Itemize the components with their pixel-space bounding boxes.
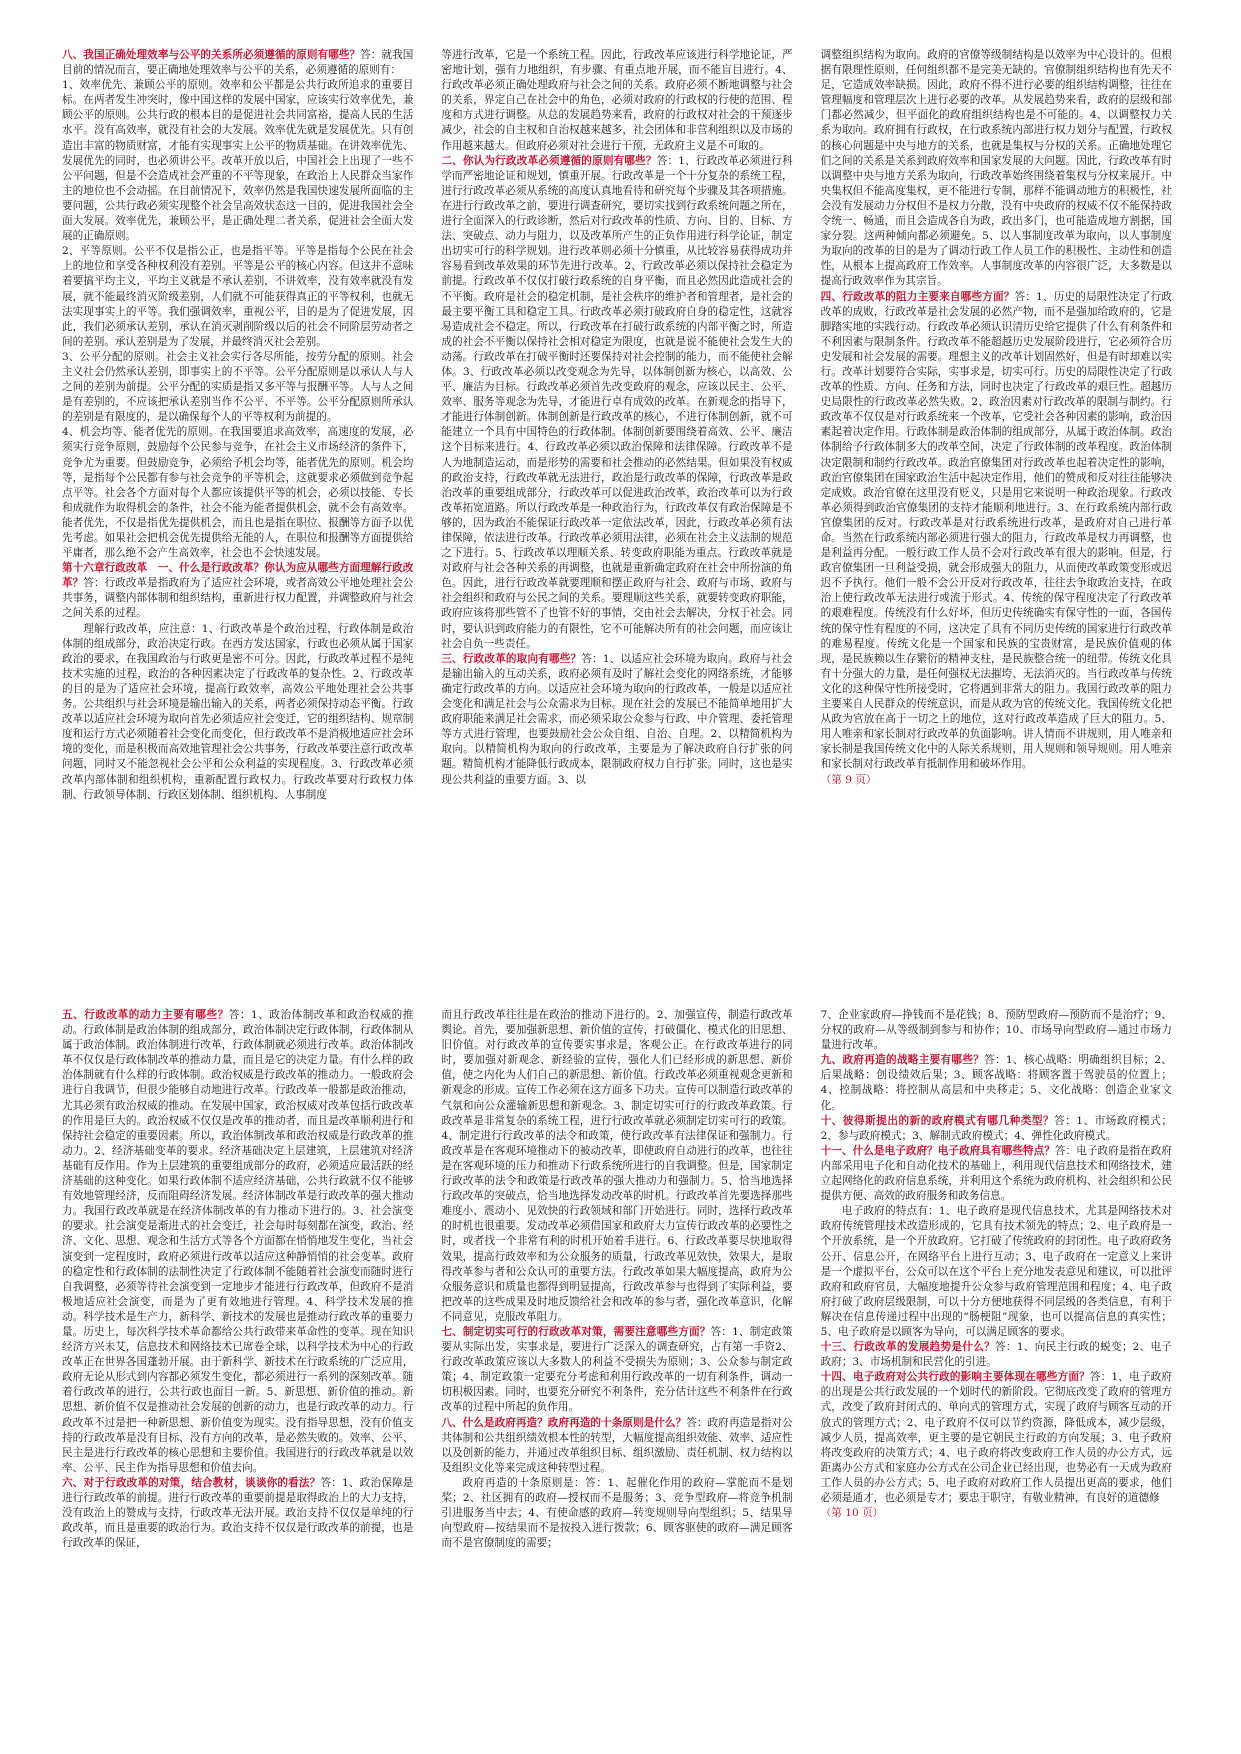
paragraph [62,561,413,621]
paragraph [441,1416,792,1476]
page-number: （第 10 页） [820,1507,884,1520]
paragraph-text: 调整组织结构为取向。政府的官僚等级制结构是以效率为中心设计的。但根据有限理性原则，任何组织都不是完美无缺的。官僚制组织结构也有先天不足，它造成效率缺损。因此，政府不得不进行必要的组织结构调整，往往在管理幅度和管理层次上进行必要的改革。从发展趋势来看，政府的层级和部门都必然减少，但平面化的政府组织结构也是不可能的。4、以调整权力关系为取向。政府拥有行政权，在行政系统内部进行权力划分与配置，行政权的核心问题是中央与地方的关系，也就是集权与分权的关系。正确地处理它们之间的关系是关系到政府效率和国家发展的大问题。因此，行政改革有时以调整中央与地方关系为取向，行政改革始终围绕着集权与分权来展开。中央集权但不能高度集权，更不能进行专制，那样不能调动地方的积极性，社会没有发展动力分权但不是权力分散，没有中央政府的权威不仅不能保持政令统一、畅通，而且会造成各自为政，政出多门，也可能造成地方割据，国家分裂。这两种倾向都必须避免。5、以人事制度改革为取向，以人事制度为取向的改革的目的是为了调动行政工作人员工作的积极性、主动性和创造性，从根本上提高政府工作效率。人事制度改革的内容很广泛，大多数是以提高行政效率作为其宗旨。 [820,49,1172,288]
paragraph-text: 2、平等原则。公平不仅是指公正，也是指平等。平等是指每个公民在社会上的地位和享受各种权利没有差别。平等是公平的核心内容。但这并不意味着要搞平均主义，平均主义就是不承认差别，不讲效率，没有效率就没有发展，就不能最终消灭阶级差别，人们就不可能获得真正的平等权利，也就无法实现事实上的平等。我们强调效率，重视公平，目的是为了促进发展，因此，我们必须承认差别，承认在消灭剥削阶级以后的社会不同阶层劳动者之间的差别。承认差别是为了发展，并最终消灭社会差别。 [62,245,414,348]
question-heading: 五、行政改革的动力主要有哪些？ [62,1009,229,1021]
paragraph-text: 答：1、市场政府模式；2、参与政府模式；3、解制式政府模式；4、弹性化政府模式。 [820,1114,1172,1142]
question-heading: 九、政府再造的战略主要有哪些？ [820,1054,985,1067]
paragraph-text: 答：1、以适应社会环境为取向。政府与社会是输出输入的互动关系，政府必须有及时了解社会变化的网络系统，才能够确定行政改革的方向。以适应社会环境为取向的行政改革，一般是以适应社会变化和满足社会与公众需求为目标。现在社会的发展已不能简单地用扩大政府职能来满足社会需求，而必须采取公众参与行政、中介管理、委托管理等方式进行管理，也要鼓励社会公众自组、自治、自理。2、以精简机构为取向。以精简机构为取向的行政改革，主要是为了解决政府自行扩张的问题。精简机构才能降低行政成本，限制政府权力自行扩张。同时，这也是实现公共利益的重要方面。3、以 [441,652,793,786]
paragraph [62,1476,413,1551]
paragraph [62,622,413,803]
paragraph [821,1144,1172,1204]
paragraph [821,1114,1172,1144]
paragraph [62,425,413,561]
paragraph [821,290,1172,773]
question-heading: 六、对于行政改革的对策，结合教材，谈谈你的看法？ [62,1476,321,1489]
bottom-column-3 [821,1008,1172,1728]
paragraph [62,244,413,350]
paragraph-text: 4、机会均等、能者优先的原则。在我国要追求高效率，高速度的发展，必须实行竞争原则，鼓励每个公民参与竞争，在社会主义市场经济的条件下，竞争尤为重要。但鼓励竞争，必须给予机会均等，能者优先的原则。机会均等，是指每个公民都有参与社会竞争的平等机会，这就要求必须做到竞争起点平等。社会各个方面对每个人都应该提供平等的机会，必须以技能、专长和成就作为取得机会的条件，社会不能为能者提供机会，就不会有高效率。能者优先，不仅是指优先提供机会，而且也是指在职位、报酬等方面予以优先考虑。如果社会把机会优先提供给无能的人，在职位和报酬等方面提供给平庸者，那么绝不会产生高效率，社会也不会快速发展。 [62,426,414,560]
paragraph-text: 电子政府的特点有：1、电子政府是现代信息技术，尤其是网络技术对政府传统管理技术改造形成的，它具有技术领先的特点；2、电子政府是一个开放系统，是一个开放政府。它打破了传统政府的封闭性。电子政府政务公开、信息公开，在网络平台上进行互动；3、电子政府在一定意义上来讲是一个虚拟平台，公众可以在这个平台上充分地发表意见和建议，可以批评政府和政府官员，大幅度地提升公众参与政府管理范围和程度；4、电子政府打破了政府层级限制，可以十分方便地获得不同层级的各类信息，有利于解决在信息传递过程中出现的“肠梗阻”现象，也可以提高信息的真实性；5、电子政府是以顾客为导向，可以满足顾客的要求。 [820,1205,1172,1338]
paragraph-text: 答：政府再造是指对公共体制和公共组织绩效根本性的转型，大幅度提高组织效能、效率、适应性以及创新的能力，并通过改革组织目标、组织激励、责任机制、权力结构以及组织文化等来完成这种转型过程。 [441,1416,793,1474]
question-heading: 十四、电子政府对公共行政的影响主要体现在哪些方面？ [820,1371,1090,1384]
question-heading: 二、你认为行政改革必须遵循的原则有哪些？ [441,154,657,167]
paragraph [821,1008,1172,1053]
paragraph [441,48,792,154]
paragraph [441,1325,792,1416]
paragraph [62,350,413,425]
paragraph-text: 答：1、行政改革必须进行科学而严密地论证和规划，慎重开展。行政改革是一个十分复杂的系统工程，进行行政改革必须从系统的高度认真地看待和研究每个步骤及其各项措施。在进行行政改革之前，要进行调查研究，要切实找到行政系统问题之所在，进行全面深入的行政诊断，然后对行政改革的性质、方向、目的、目标、方法、突破点、动力与阻力，以及改革所产生的正负作用进行科学论证，制定出切实可行的科学规划。进行改革则必须十分慎重，从比较容易获得成功并容易看到改革效果的环节先进行改革。2、行政改革必须以保持社会稳定为前提。行政改革不仅仅打破行政系统的自身平衡，而且必然因此造成社会的不平衡。政府是社会的稳定机制，是社会秩序的维护者和管理者，是社会的最主要平衡工具和稳定工具。行政改革必须打破政府自身的稳定性，这就容易造成社会不稳定。所以，行政改革在打破行政系统的内部平衡之时，所造成的社会不平衡以保持社会相对稳定为限度，也就是说不能使社会发生大的动荡。行政改革在打破平衡时还要保持对社会控制的能力，而不能使社会解体。3、行政改革必须以改变观念为先导，以体制创新为核心，以高效、公平、廉洁为目标。行政改革必须首先改变政府的观念，应该以民主、公平、效率、服务等观念为先导，才能进行卓有成效的改革。在新观念的指导下，才能进行体制创新。体制创新是行政改革的核心，不进行体制创新，就不可能建立一个具有中国特色的行政体制。体制创新要围绕着高效、公平、廉洁这个目标来进行。4、行政改革必须以政治保障和法律保障。行政改革不是人为地制造运动，而是形势的需要和社会推动的必然结果。但如果没有权威的政治支持，行政改革就无法进行，政治是行政改革的保障，行政改革是政治改革的重要组成部分，行政改革可以促进政治改革，政治改革可以为行政改革拓宽道路。所以行政改革是一种政治行为，行政改革仅有政治保障是不够的，因为政治不能保证行政改革一定依法改革，因此，行政改革必须有法律保障，依法进行改革。行政改革必须用法律，必须在社会主义法制的规范之下进行。5、行政改革以理顺关系、转变政府职能为重点。行政改革就是对政府与社会各种关系的再调整，也就是重新确定政府在社会中所扮演的角色。因此，进行行政改革就要理顺和摆正政府与社会、政府与市场、政府与社会组织和政府与公民之间的关系。要理顺这些关系，就要转变政府职能，政府应该将那些管不了也管不好的事情，交由社会去解决，分权于社会。同时，要认识到政府能力的有限性，它不可能解决所有的社会问题，而应该让社会自负一些责任。 [441,154,793,650]
paragraph-text: 答：1、核心战略：明确组织目标；2、后果战略：创设绩效后果；3、顾客战略：将顾客置于驾驶员的位置上；4、控制战略：将控制从高层和中央移走；5、文化战略：创造企业家文化。 [820,1054,1172,1112]
paragraph [821,1506,1172,1521]
paragraph-text: 3、公平分配的原则。社会主义社会实行各尽所能，按劳分配的原则。社会主义社会仍然承认差别，即事实上的不平等。公平分配原则是以承认人与人之间的差别为前提。公平分配的实质是指又多平等与报酬平等。人与人之间是有差别的，不应该把承认差别当作不公平、不平等。公平分配原则所承认的差别是有限度的，是以确保每个人的平等权利为前提的。 [62,350,414,424]
paragraph [62,48,413,78]
question-heading: 十、彼得斯提出的新的政府模式有哪几种类型？ [820,1114,1055,1127]
paragraph-text: 答：1、政治体制改革和政治权威的推动。行政体制是政治体制的组成部分，政治体制决定行政体制，行政体制从属于政治体制。政治体制进行改革，行政体制就必须进行改革。政治体制改革不仅仅是行政体制改革的推动力量，而且是它的决定力量。有什么样的政治体制就有什么样的行政体制。政治权威是行政改革的推动力。一般政府会进行自我调节，但很少能够自动地进行改革。行政改革一般都是政治推动，尤其必须有政治权威的推动。在发展中国家，政治权威对改革包括行政改革的作用是巨大的。政治权威不仅仅是改革的推动者，而且是改革顺利进行和保持社会稳定的重要因素。所以，政治体制改革和政治权威是行政改革的推动力。2、经济基础变革的要求。经济基础决定上层建筑，上层建筑对经济基础有反作用。作为上层建筑的重要组成部分的政府，必须适应最活跃的经济基础的这种变化。如果行政体制不适应经济基础，公共行政就不仅不能够有效地管理经济，反而阻碍经济发展。经济体制改革是行政改革的强大推动力。我国行政改革就是在经济体制改革的有力推动下进行的。3、社会演变的要求。社会演变是渐进式的社会变迁，社会每时每刻都在演变，政治、经济、文化、思想、观念和生活方式等各个方面都在悄悄地发生变化，当社会演变到一定程度时，政府必须进行改革以适应这种静悄悄的社会变革。政府的稳定性和行政体制的法制性决定了行政体制不能随着社会演变而随时进行自我调整，必须等待社会演变到一定地步才能进行行政改革，但政府不是消极地适应社会演变，而是为了更有效地进行管理。4、科学技术发展的推动。科学技术是生产力，新科学、新技术的发展也是推动行政改革的重要力量。历史上，每次科学技术革命都给公共行政带来革命性的变革。现在知识经济方兴未艾，信息技术和网络技术已席卷全球，以科学技术为中心的行政改革正在世界各国蓬勃开展。由于新科学、新技术在行政系统的广泛应用，政府无论从形式到内容都必须发生变化，都必须进行一系列的深刻改革。随着行政改革的进行，公共行政也面目一新。5、新思想、新价值的推动。新思想、新价值不仅是推动社会发展的创新的动力，也是行政改革的动力。行政改革不过是把一种新思想、新价值变为现实。没有指导思想，没有价值支持的行政改革是没有目标、没有方向的改革，是必然失败的。效率、公平、民主是进行行政改革的核心思想和主要价值。我国进行的行政改革就是以效率、公平、民主作为指导思想和价值去向。 [62,1009,414,1474]
top-column-2 [441,48,792,988]
paragraph [441,154,792,652]
paragraph-text: 答：电子政府是指在政府内部采用电子化和自动化技术的基础上，利用现代信息技术和网络技术，建立起网络化的政府信息系统，并利用这个系统为政府机构、社会组织和公民提供方便、高效的政府服务和政务信息。 [820,1144,1172,1203]
paragraph-text: 答：1、历史的局限性决定了行政改革的成败，行政改革是社会发展的必然产物，而不是强加给政府的，它是脚踏实地的实践行动。行政改革必须认识清历史给它提供了什么有利条件和不利因素与限制条件。行政改革不能超越历史发展阶段进行，它必须符合历史发展和社会发展的需要。理想主义的改革计划固然好，但是有时却难以实行。改革计划要符合实际，实事求是，切实可行。历史的局限性决定了行政改革的性质、方向、任务和方法，同时也决定了行政改革的艰巨性。超越历史局限性的行政改革必然失败。2、政治因素对行政改革的限制与制约。行政改革不仅仅是对行政系统来一个改革，它受社会各种因素的影响，政治因素起着决定作用。行政体制是政治体制的组成部分，从属于政治体制。政治体制给予行政体制多大的改革空间，决定了行政体制的改革程度。政治体制决定限制和制约行政改革。政治官僚集团对行政改革也起着决定性的影响，政治官僚集团在国家政治生活中起决定作用，他们的赞成和反对往往能够决定成败。政治官僚在这里没有贬义，只是用它来说明一种政治现象。行政改革必须得到政治官僚集团的支持才能顺利地进行。3、在行政系统内部行政官僚集团的反对。行政改革是对行政系统进行改革，是政府对自己进行革命。当然在行政系统内部必须进行强大的阻力，行政改革是权力再调整，也是利益再分配。一般行政工作人员不会对行政改革有很大的影响。但是，行政官僚集团一旦利益受损，就会形成强大的阻力，从而使改革政策变形或迟迟不予执行。他们一般不会公开反对行政改革，往往去争取政治支持，在政治上使行政改革无法进行或流于形式。4、传统的保守程度决定了行政改革的艰难程度。传统没有什么好坏，但历史传统确实有保守性的一面，各国传统的保守性有程度的不同，这决定了具有不同历史传统的国家进行行政改革的难易程度。传统文化是一个国家和民族的宝贵财富，是民族价值观的体现，是民族赖以生存繁衍的精神支柱，是民族整合统一的纽带。传统文化具有十分强大的力量，是任何强权无法摧垮、无法消灭的。当行政改革与传统文化的这种保守性所接受时，它将遇到非常大的阻力。我国行政改革的阻力主要来自人民群众的传统意识，而是从政为官的传统文化。我国传统文化把从政为官放在高于一切之上的地位，这对行政改革造成了巨大的阻力。5、用人唯亲和家长制对行政改革的负面影响。讲人情而不讲规则，用人唯亲和家长制是我国传统文化中的人际关系规则，用人规则和领导规则。用人唯亲和家长制对行政改革有抵制作用和破坏作用。 [820,290,1172,771]
paragraph-text: 理解行政改革，应注意：1、行政改革是个政治过程，行政体制是政治体制的组成部分，政治决定行政。在西方发达国家，行政也必须从属于国家政治的要求，在我国政治与行政更是密不可分。因此，行政改革过程不是纯技术实施的过程，政治的各种因素决定了行政改革的复杂性。2、行政改革的目的是为了适应社会环境，提高行政效率，高效公平地处理社会公共事务。公共组织与社会环境是输出输入的关系，两者必须保持动态平衡。行政改革以适应社会环境为取向首先必须适应社会变迁，它的组织结构、规章制度和运行方式必须随着社会变化而变化，但行政改革不是消极地适应社会环境的变化，而是积极而高效地管理社会公共事务，行政改革要注意行政改革问题，同时又不能忽视社会公平和公众利益的实现程度。3、行政改革必须改革内部体制和组织机构，重新配置行政权力。行政改革要对行政权力体制、行政领导体制、行政区划体制、组织机构、人事制度 [62,622,414,801]
page-number: （第 9 页） [820,773,877,786]
question-heading: 十三、行政改革的发展趋势是什么？ [820,1341,996,1354]
bottom-column-1 [62,1008,413,1728]
question-heading: 第十六章行政改革 一、什么是行政改革？你认为应从哪些方面理解行政改革？ [62,562,414,590]
paragraph [821,48,1172,290]
paragraph-text: 答：1、政治保障是进行行政改革的前提。进行行政改革的重要前提是取得政治上的大力支持，没有政治上的赞成与支持，行政改革无法开展。政治支持不仅仅是单纯的行政改革，而且是重要的政治行为。政治支持不仅仅是行政改革的前提，也是行政改革的保证， [62,1476,414,1550]
question-heading: 八、什么是政府再造？政府再造的十条原则是什么？ [441,1416,687,1429]
paragraph-text: 而且行政改革往往是在政治的推动下进行的。2、加强宣传，制造行政改革舆论。首先，要加强新思想、新价值的宣传，打破僵化、模式化的旧思想、旧价值。对行政改革的宣传要实事求是，客观公正。在行政改革进行的同时，要加强对新观念、新经验的宣传，强化人们已经形成的新思想、新价值，使之内化为人们自己的新思想、新价值。行政改革必须重视观念更新和新观念的形成。宣传工作必须在这方面多下功夫。宣传可以制造行政改革的气氛和向公众灌输新思想和新观念。3、制定切实可行的行政改革政策。行政改革是非常复杂的系统工程，进行行政改革就必须制定切实可行的政策。4、制定进行行政改革的法令和政策，使行政改革有法律保证和强制力。行政改革是在客观环境推动下的被动改革，即使政府自动进行的改革，也往往是在客观环境的压力和推动下行政系统所进行的自我调整。但是，国家制定行政改革的法令和政策是行政改革的强大推动力和强制力。5、恰当地选择行政改革的突破点，恰当地选择发动改革的时机。行政改革首先要选择那些难度小、震动小、见效快的行政领域和部门开始进行。同时，选择行政改革的时机也很重要。发动改革必须借国家和政府大力宣传行政改革的必要性之时，或者找一个非常有利的时机开始着手进行。6、行政改革要尽快地取得效果，提高行政效率和为公众服务的质量，行政改革见效快，效果大，是取得改革参与者和公众认可的重要方法。行政改革如果大幅度提高，政府为公众服务意识和质量也都得到明显提高，行政改革参与也得到了实际利益，要把改革的这些成果及时地反馈给社会和改革的参与者，强化改革意识，化解不同意见，克服改革阻力。 [441,1009,793,1323]
paragraph-text: 7、企业家政府—挣钱而不是花钱；8、预防型政府—预防而不是治疗；9、分权的政府—从等级制到参与和协作；10、市场导向型政府—通过市场力量进行改革。 [820,1009,1172,1052]
question-heading: 八、我国正确处理效率与公平的关系所必须遵循的原则有哪些？ [62,49,361,61]
paragraph-text: 答：1、电子政府的出现是公共行政发展的一个划时代的新阶段。它彻底改变了政府的管理方式，改变了政府封闭式的、单向式的管理方式，实现了政府与顾客互动的开放式的管理方式；2、电子政府不仅可以节约资源，降低成本，减少层级，减少人员，提高效率，更主要的是它朝民主行政的方向发展；3、电子政府将改变政府的决策方式；4、电子政府将改变政府工作人员的办公方式，远距离办公方式和家庭办公方式在公司企业已经出现，也势必有一天成为政府工作人员的办公方式；5、电子政府对政府工作人员提出更高的要求，他们必须是通才，也必须是专才；要忠于职守，有敬业精神，有良好的道德修 [820,1371,1172,1504]
question-heading: 三、行政改革的取向有哪些？ [441,652,582,665]
paragraph [821,1370,1172,1506]
bottom-half [62,1008,1172,1728]
paragraph-text: 等进行改革，它是一个系统工程。因此，行政改革应该进行科学地论证，严密地计划，强有力地组织，有步骤、有重点地开展，而不能盲目进行。4、行政改革必须正确处理政府与社会之间的关系。政府必须不断地调整与社会的关系，界定自己在社会中的角色，必须对政府的行政权的行使的范围、程度和方式进行调整。从总的发展趋势来看，政府的行政权对社会的干预逐步减少，社会的自主权和自治权越来越多，社会团体和非营利组织以及市场的作用越来越大。但政府必须对社会进行干预，无政府主义是不可取的。 [441,49,793,152]
paragraph-text: 答：就我国目前的情况而言，要正确地处理效率与公平的关系，必须遵循的原则有： [62,49,414,77]
paragraph-text: 1、效率优先、兼顾公平的原则。效率和公平都是公共行政所追求的重要目标。在两者发生冲突时，像中国这样的发展中国家，应该实行效率优先，兼顾公平的原则。公共行政的根本目的是促进社会共同富裕，提高人民的生活水平。没有高效率，就没有社会的大发展。效率优先就是发展优先。只有创造出丰富的物质财富，才能有实现事实上公平的物质基础。在讲效率优先、发展优先的同时，也必须讲公平。改革开放以后，中国社会上出现了一些不公平问题，但是不会造成社会严重的不平等现象，在政治上人民群众当家作主的地位也不会动摇。在目前情况下，效率仍然是我国快速发展所面临的主要问题，公共行政必须实现整个社会呈高效状态这一目的，促进我国社会全面大发展。效率优先，兼顾公平，是正确处理二者关系，促进社会全面大发展的正确原则。 [62,79,414,243]
paragraph [441,1476,792,1551]
paragraph-text: 答：1、制定政策要从实际出发，实事求是，要进行广泛深入的调查研究，占有第一手资2、行政改革政策应该以大多数人的利益不受损失为原则；3、公众参与制定政策；4、制定政策一定要充分考虑和利用行政改革的一切有利条件，调动一切积极因素。同时，也要充分研究不利条件，充分估计这些不利条件在行政改革的过程中所起的负作用。 [441,1325,793,1414]
paragraph [62,1008,413,1476]
bottom-column-2 [441,1008,792,1728]
question-heading: 四、行政改革的阻力主要来自哪些方面？ [820,290,1015,303]
paragraph [821,1204,1172,1340]
paragraph [62,78,413,244]
paragraph-text: 政府再造的十条原则是：答：1、起催化作用的政府—掌舵而不是划桨；2、社区拥有的政府—授权而不是服务；3、竞争型政府—将竞争机制引进服务当中去；4、有使命感的政府—转变规则导向型组织；5、结果导向型政府—按结果而不是按投入进行拨款；6、顾客驱使的政府—满足顾客而不是官僚制度的需要； [441,1476,793,1550]
paragraph [821,1053,1172,1113]
paragraph [821,773,1172,788]
question-heading: 七、制定切实可行的行政改革对策，需要注意哪些方面？ [441,1325,711,1338]
top-column-3 [821,48,1172,988]
paragraph-text: 答：1、向民主行政的蜕变；2、电子政府；3、市场机制和民营化的引进。 [820,1341,1172,1369]
paragraph-text: 答：行政改革是指政府为了适应社会环境，或者高效公平地处理社会公共事务，调整内部体制和组织结构，重新进行权力配置，并调整政府与社会之间关系的过程。 [62,577,414,620]
top-half [62,48,1172,988]
paragraph [821,1340,1172,1370]
paragraph [441,652,792,788]
question-heading: 十一、什么是电子政府？电子政府具有哪些特点？ [820,1144,1055,1157]
top-column-1 [62,48,413,988]
paragraph [441,1008,792,1325]
